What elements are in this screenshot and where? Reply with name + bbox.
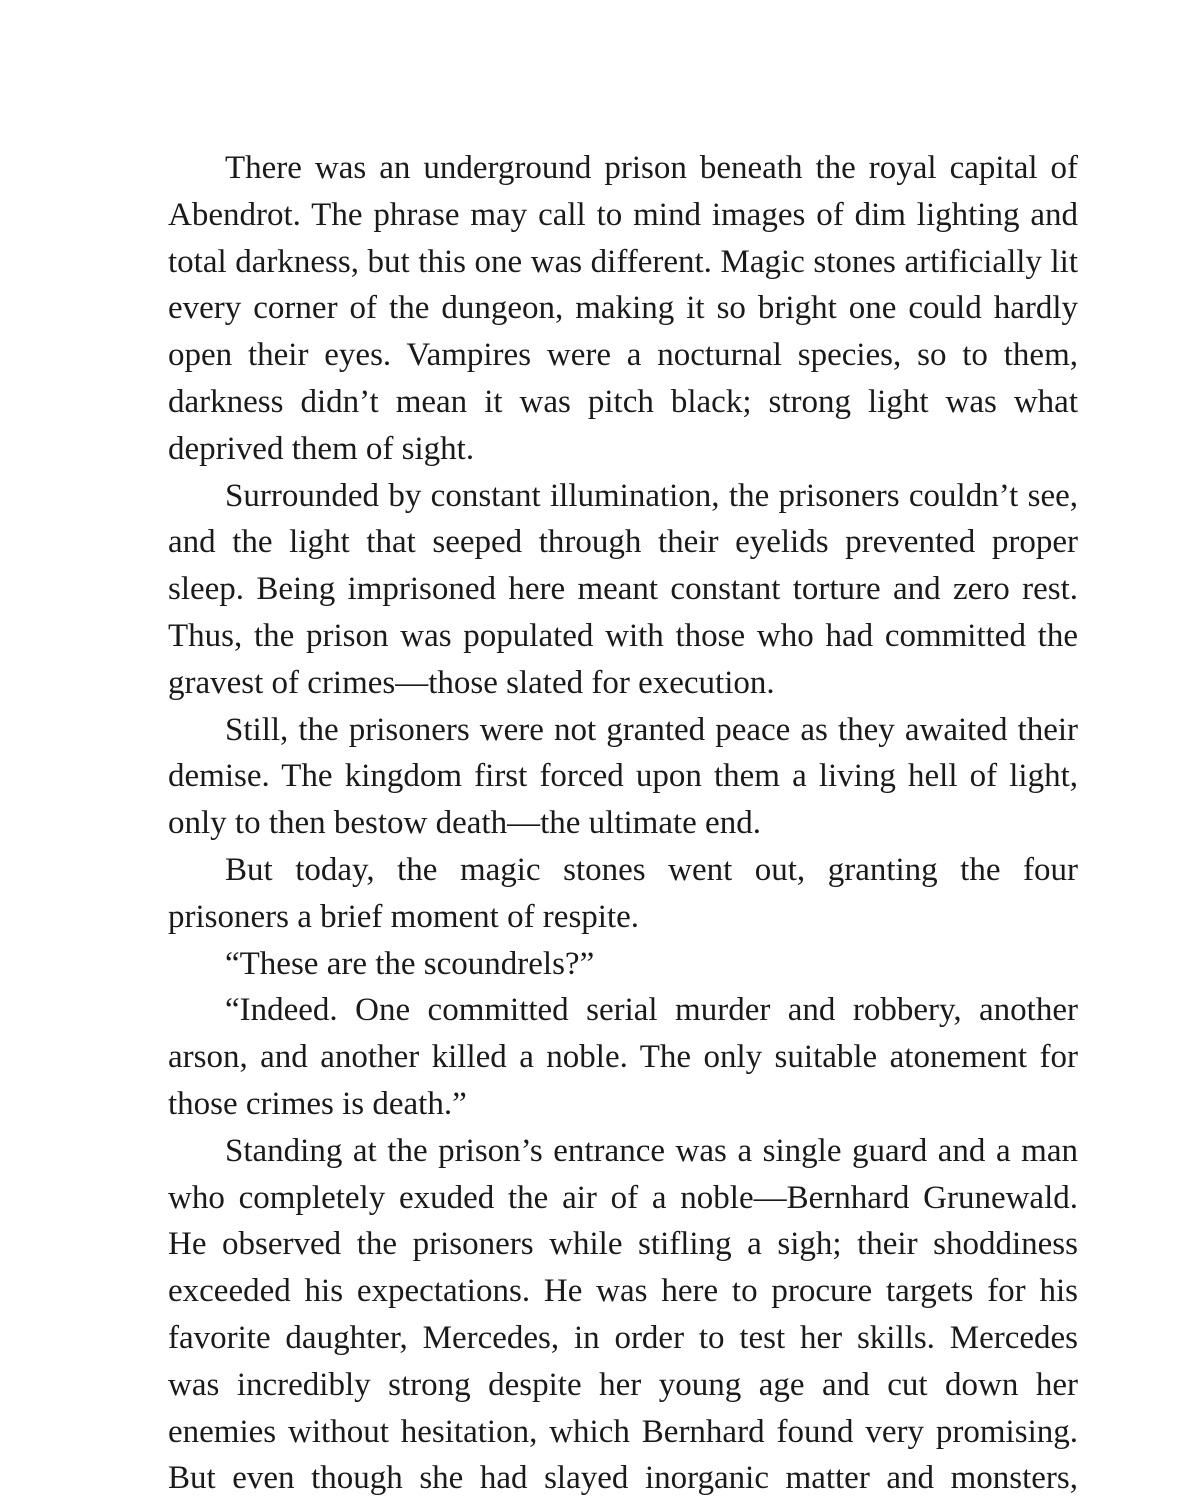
paragraph: Surrounded by constant illumination, the prisoners couldn’t see, and the light that seeped through their eyelids prevented proper sleep. Being imprisoned here meant constant torture and zero rest. Thus, the prison was populated with those who had committed the gravest of crimes—those slated for execution. — [168, 477, 1078, 701]
dialogue-paragraph: “These are the scoundrels?” — [225, 945, 595, 982]
paragraph: But today, the magic stones went out, granting the four prisoners a brief moment of respite. — [168, 851, 1078, 935]
paragraph: There was an underground prison beneath the royal capital of Abendrot. The phrase may call to mind images of dim lighting and total darkness, but this one was different. Magic stones artificially lit every corner of the dungeon, making it so bright one could hardly open their eyes. Vampires were a nocturnal species, so to them, darkness didn’t mean it was pitch black; strong light was what deprived them of sight. — [168, 150, 1078, 467]
dialogue-paragraph: “Indeed. One committed serial murder and robbery, another arson, and another killed a noble. The only suitable atonement for those crimes is death.” — [168, 992, 1078, 1122]
paragraph: Standing at the prison’s entrance was a single guard and a man who completely exuded the air of a noble—Bernhard Grunewald. He observed the prisoners while stifling a sigh; their shoddiness exceeded his expectations. He was here to procure targets for his favorite daughter, Mercedes, in order to test her skills. Mercedes was incredibly strong despite her young age and cut down her enemies without hesitation, which Bernhard found very promising. But even though she had slayed inorganic matter and monsters, — [168, 1132, 1078, 1497]
body-text — [168, 145, 1078, 1502]
paragraph: Still, the prisoners were not granted peace as they awaited their demise. The kingdom first forced upon them a living hell of light, only to then bestow death—the ultimate end. — [168, 711, 1078, 842]
